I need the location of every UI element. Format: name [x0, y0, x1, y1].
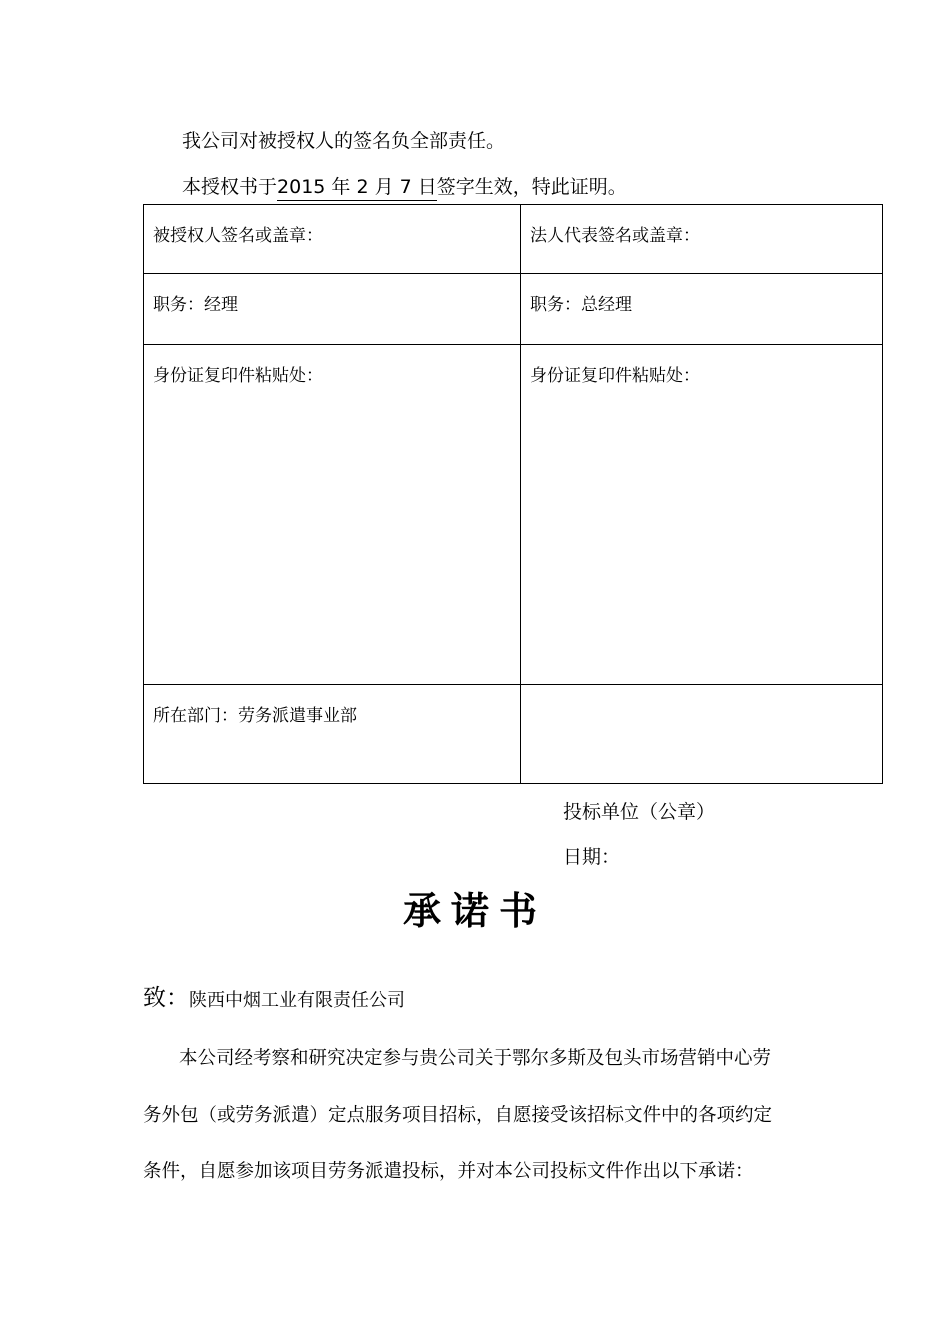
effective-suffix: 签字生效，特此证明。	[436, 176, 627, 198]
legal-rep-signature-cell: 法人代表签名或盖章：	[521, 205, 883, 274]
effective-statement	[182, 172, 627, 201]
responsibility-statement: 我公司对被授权人的签名负全部责任。	[182, 130, 506, 152]
authorization-table	[143, 204, 883, 784]
grantee-id-paste-cell: 身份证复印件粘贴处：	[144, 345, 521, 685]
grantee-department-cell: 所在部门：劳务派遣事业部	[144, 685, 521, 784]
paragraph-line: 本公司经考察和研究决定参与贵公司关于鄂尔多斯及包头市场营销中心劳	[179, 1048, 772, 1069]
effective-prefix: 本授权书于	[182, 176, 278, 198]
bidder-seal-label: 投标单位（公章）	[563, 801, 716, 823]
paragraph-line: 条件，自愿参加该项目劳务派遣投标，并对本公司投标文件作出以下承诺：	[143, 1161, 754, 1182]
legal-rep-id-paste-cell: 身份证复印件粘贴处：	[521, 345, 883, 685]
page-title: 承诺书	[402, 889, 547, 933]
recipient-label: 致：	[143, 985, 189, 1011]
grantee-position-cell: 职务：经理	[144, 274, 521, 345]
paragraph-line: 务外包（或劳务派遣）定点服务项目招标，自愿接受该招标文件中的各项约定	[143, 1105, 773, 1126]
date-label: 日期：	[563, 846, 621, 868]
effective-date: 2015 年 2 月 7 日	[277, 176, 437, 201]
legal-rep-position-cell: 职务：总经理	[521, 274, 883, 345]
recipient-name: 陕西中烟工业有限责任公司	[189, 990, 405, 1011]
grantee-signature-cell: 被授权人签名或盖章：	[144, 205, 521, 274]
empty-cell	[521, 685, 883, 784]
